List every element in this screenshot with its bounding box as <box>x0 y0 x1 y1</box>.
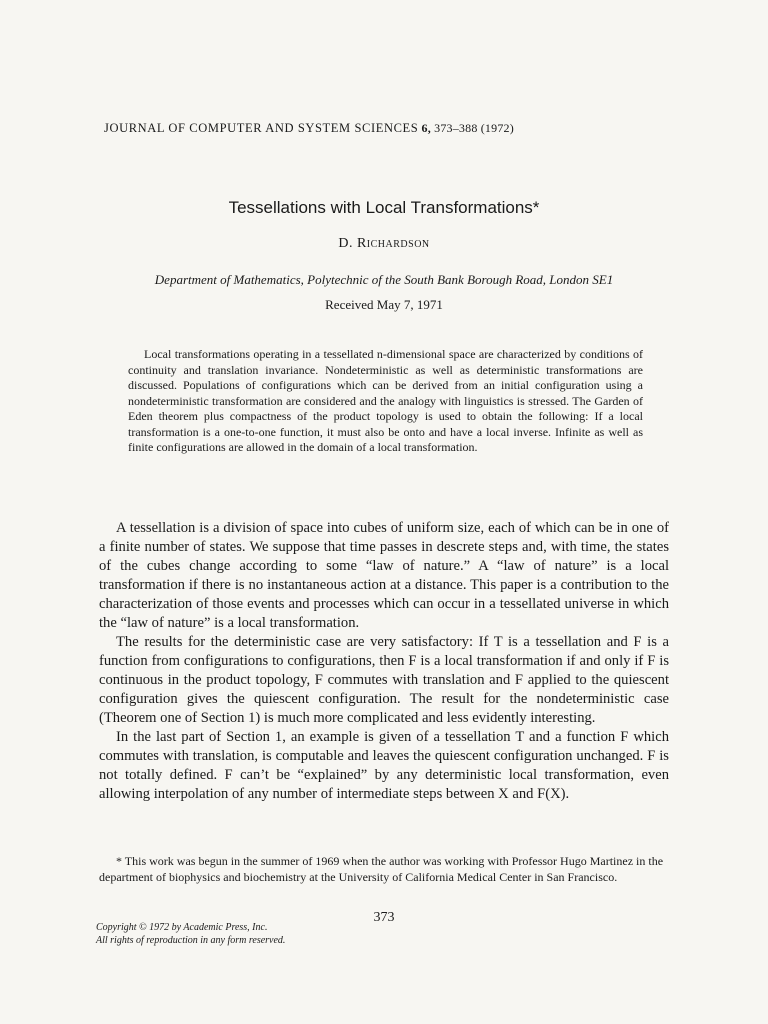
page-number: 373 <box>373 910 395 925</box>
copyright-line: Copyright © 1972 by Academic Press, Inc. <box>96 922 268 933</box>
abstract: Local transformations operating in a tessellated n-dimensional space are characterized by conditions of continuity and translation invariance. Nondeterministic as well as deterministic transformations are discussed. Populations of configurations which can be derived from an initial configuration using a nondeterministic transformation are considered and the analogy with linguistics is stressed. The Garden of Eden theorem plus compactness of the product topology is used to obtain the following: If a local transformation is a one-to-one function, it must also be onto and have a local inverse. Infinite as well as finite configurations are allowed in the domain of a local transformation. <box>128 347 643 454</box>
paper-affiliation: Department of Mathematics, Polytechnic of the South Bank Borough Road, London SE1 <box>154 272 614 287</box>
body-text <box>99 519 669 804</box>
paper-author: D. Richardson <box>338 236 430 251</box>
body-paragraph-1: A tessellation is a division of space into cubes of uniform size, each of which can be in one of a finite number of states. We suppose that time passes in descrete steps and, with time, the states of the cubes change according to some “law of nature.” A “law of nature” is a local transformation if there is no instantaneous action at a distance. This paper is a contribution to the characterization of those events and processes which can occur in a tessellated universe in which the “law of nature” is a local transformation. <box>99 520 669 631</box>
journal-name: JOURNAL OF COMPUTER AND SYSTEM SCIENCES <box>104 121 419 135</box>
body-paragraph-2: The results for the deterministic case are very satisfactory: If T is a tessellation and F is a function from configurations to configurations, then F is a local transformation if and only if F is continuous in the product topology, F commutes with translation and F applied to the quiescent configuration gives the quiescent configuration. The result for the nondeterministic case (Theorem one of Section 1) is much more complicated and less evidently interesting. <box>99 634 669 726</box>
paper-title: Tessellations with Local Transformations* <box>228 198 540 217</box>
journal-volume: 6, <box>421 121 431 135</box>
received-date: Received May 7, 1971 <box>325 297 443 312</box>
body-paragraph-3: In the last part of Section 1, an example is given of a tessellation T and a function F which commutes with translation, is computable and leaves the quiescent configuration unchanged. F is not totally defined. F can’t be “explained” by any deterministic local transformation, even allowing interpolation of any number of intermediate steps between X and F(X). <box>99 729 669 802</box>
copyright-notice <box>96 921 285 947</box>
journal-pages-year: 373–388 (1972) <box>434 121 514 135</box>
rights-line: All rights of reproduction in any form reserved. <box>96 935 286 946</box>
journal-header <box>104 121 514 136</box>
footnote: * This work was begun in the summer of 1969 when the author was working with Professor Hugo Martinez in the department of biophysics and biochemistry at the University of California Medical Center in San Francisco. <box>99 854 664 884</box>
